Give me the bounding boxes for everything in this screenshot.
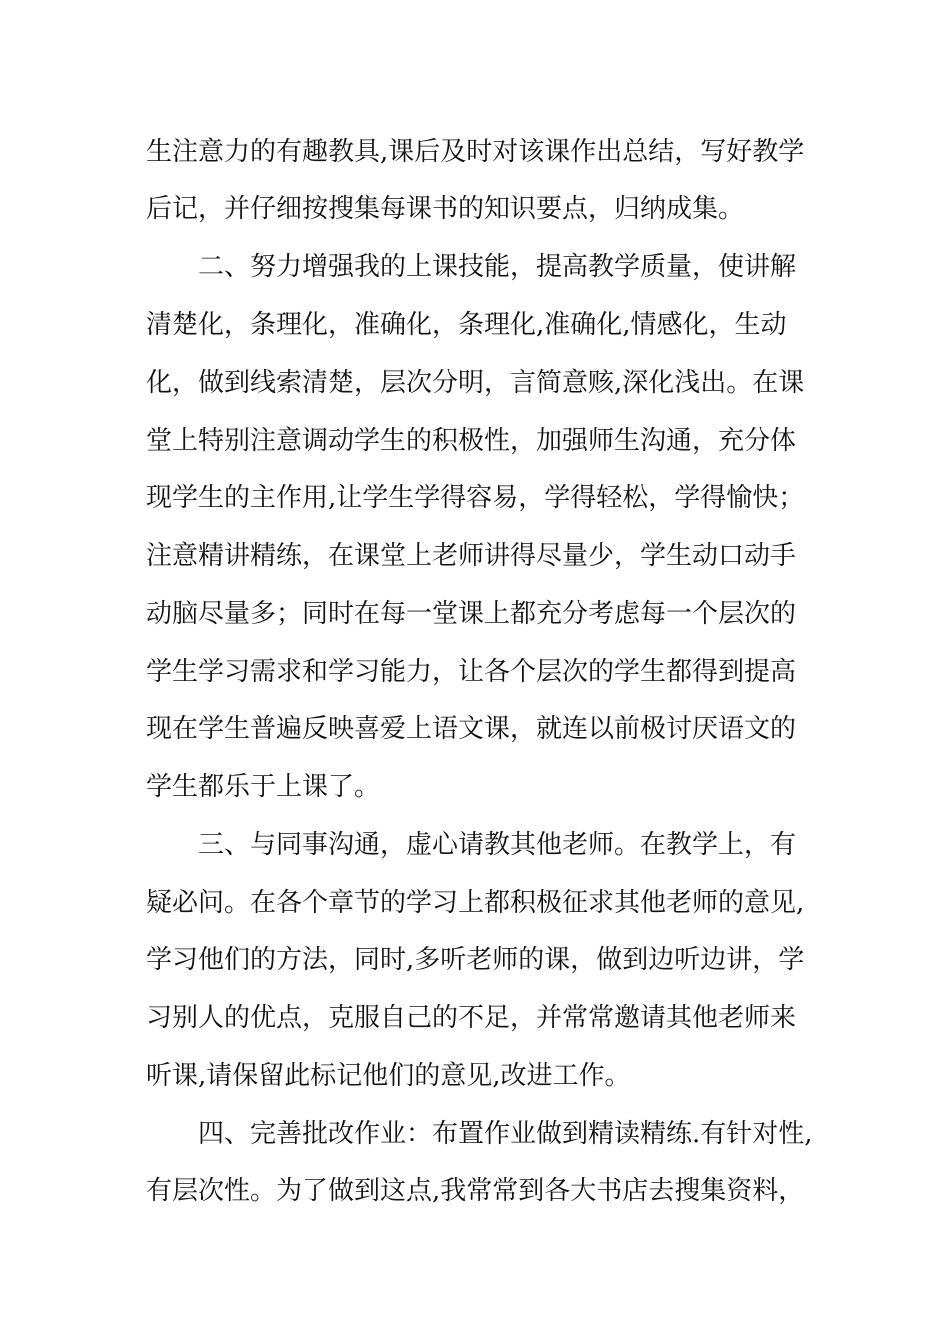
paragraph-2-start: 二、努力增强我的上课技能，提高教学质量，使讲解 [198, 252, 797, 282]
text-line: 生注意力的有趣教具,课后及时对该课作出总结，写好教学 [146, 137, 805, 167]
text-line: 有层次性。为了做到这点,我常常到各大书店去搜集资料， [146, 1176, 805, 1206]
text-line: 注意精讲精练，在课堂上老师讲得尽量少，学生动口动手 [146, 541, 797, 571]
text-line: 化，做到线索清楚，层次分明，言简意赅,深化浅出。在课 [146, 368, 805, 398]
text-line: 动脑尽量多；同时在每一堂课上都充分考虑每一个层次的 [146, 599, 797, 629]
text-line: 清楚化，条理化，准确化，条理化,准确化,情感化，生动 [146, 310, 787, 340]
text-line: 后记，并仔细按搜集每课书的知识要点，归纳成集。 [146, 194, 745, 224]
text-line: 学习他们的方法，同时,多听老师的课，做到边听边讲，学 [146, 945, 805, 975]
text-line: 习别人的优点，克服自己的不足，并常常邀请其他老师来 [146, 1003, 797, 1033]
text-line: 听课,请保留此标记他们的意见,改进工作。 [146, 1061, 631, 1091]
text-line: 学生学习需求和学习能力，让各个层次的学生都得到提高 [146, 657, 797, 687]
text-line: 学生都乐于上课了。 [146, 772, 381, 802]
text-line: 疑必问。在各个章节的学习上都积极征求其他老师的意见, [146, 888, 805, 918]
paragraph-4-start: 四、完善批改作业：布置作业做到精读精练.有针对性, [198, 1119, 813, 1149]
text-line: 现学生的主作用,让学生学得容易，学得轻松，学得愉快； [146, 483, 805, 513]
text-line: 现在学生普遍反映喜爱上语文课，就连以前极讨厌语文的 [146, 714, 797, 744]
paragraph-3-start: 三、与同事沟通，虚心请教其他老师。在教学上，有 [198, 830, 797, 860]
text-line: 堂上特别注意调动学生的积极性，加强师生沟通，充分体 [146, 426, 797, 456]
